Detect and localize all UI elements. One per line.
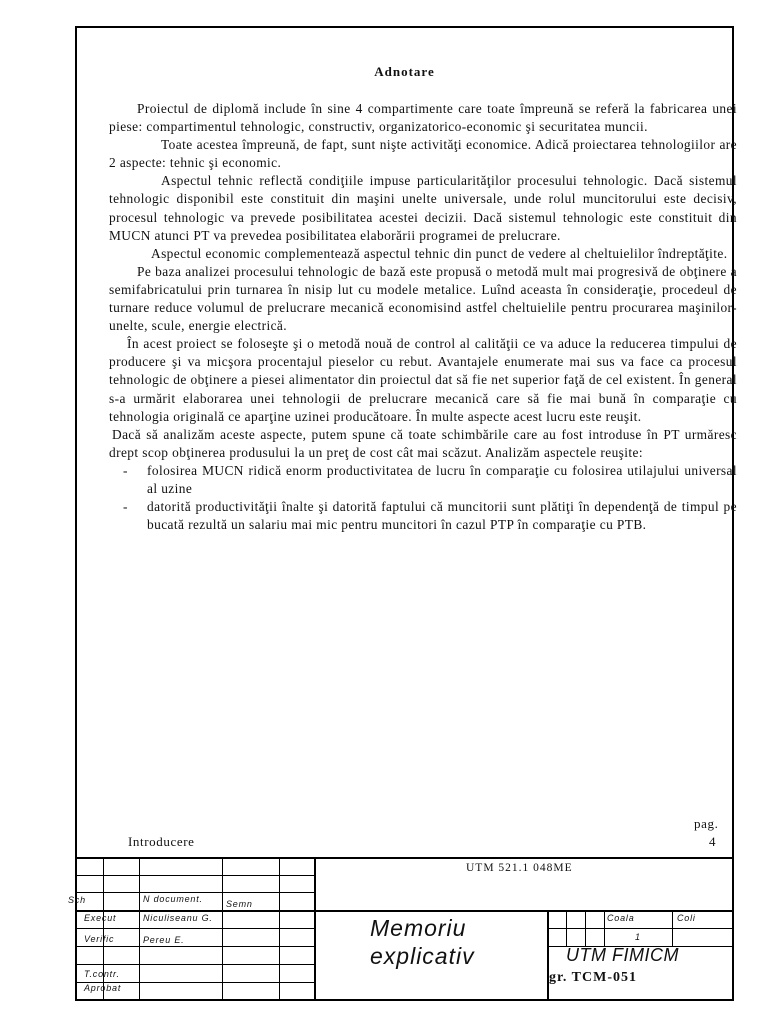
coli-label: Coli <box>677 913 696 923</box>
coala-label: Coala <box>607 913 635 923</box>
paragraph-6: În acest proiect se foloseşte şi o metodă nouă de control al calităţii ce va aduce la reducerea timpului de producere şi va micşora procentajul pieselor cu rebut. Avantajele enumerate mai sus va face ca procesul tehnologic de obţinere a piesei alimentator din proiectul dat să fie net superior faţă de cel existent. În general s-a urmărit elaborarea unei tehnologii de prelucrare mecanică care să fie mai bună în comparaţie cu tehnologia originală ce aparţine uzinei producătoare. În multe aspecte acest lucru este reuşit. <box>109 336 737 424</box>
list-item <box>109 498 737 534</box>
grid-line <box>75 910 734 912</box>
list-item <box>109 462 737 498</box>
column-sch-label: Sch <box>68 895 86 905</box>
column-signature-label: Semn <box>226 899 253 909</box>
row-tcontr-label: T.contr. <box>84 969 120 979</box>
page-label: pag. <box>694 816 719 831</box>
institution-label: UTM FIMICM <box>566 945 679 965</box>
paragraph-7: Dacă să analizăm aceste aspecte, putem spune că toate schimbările care au fost introduse în PT urmăresc drept scop obţinerea produsului la un preţ de cost cât mai scăzut. Analizăm aspectele reuşite: <box>109 426 737 460</box>
row-execut-name: Niculiseanu G. <box>143 913 213 923</box>
aspects-list <box>109 462 737 534</box>
paragraph-1: Proiectul de diplomă include în sine 4 compartimente care toate împreună se referă la fabricarea unei piese: compartimentul tehnologic, constructiv, organizatorico-economic şi securitatea muncii. <box>109 101 737 135</box>
doc-title-line-1: Memoriu <box>370 915 467 941</box>
row-verific-name: Pereu E. <box>143 935 185 945</box>
paragraph-5: Pe baza analizei procesului tehnologic de bază este propusă o metodă mult mai progresivă de obţinere a semifabricatului prin turnarea în nisip lut cu modele metalice. Luînd aceasta în consideraţie, procedeul de turnare reduce volumul de prelucrare mecanică economisind astfel cheltuielile pentru procurarea maşinilor-unelte, scule, energie electrică. <box>109 263 737 334</box>
grid-line <box>672 910 673 946</box>
paragraph-3: Aspectul tehnic reflectă condiţiile impuse particularităţilor procesului tehnologic. Dacă sistemul tehnologic disponibil este constituit din maşini unelte universale, unde rolul muncitorului este decisiv, procesul tehnologic va prevede posibilitatea acestei decizii. Dacă sistemul tehnologic este constituit din MUCN atunci PT va prevedea posibilitatea elaborării programei de prelucrare. <box>109 173 737 243</box>
grid-line <box>222 857 223 1001</box>
doc-title-line-2: explicativ <box>370 943 475 969</box>
doc-title <box>370 914 475 970</box>
grid-line <box>548 928 734 929</box>
grid-line <box>604 910 605 946</box>
column-document-label: N document. <box>143 894 203 904</box>
row-aprobat-label: Aprobat <box>84 983 122 993</box>
grid-line <box>279 857 280 1001</box>
title-block-top-border <box>75 857 734 859</box>
row-execut-label: Execut <box>84 913 117 923</box>
list-dash: - <box>123 462 128 478</box>
list-dash: - <box>123 499 128 515</box>
grid-line <box>103 857 104 1001</box>
paragraph-2: Toate acestea împreună, de fapt, sunt nişte activităţi economice. Adică proiectarea tehnologiilor are 2 aspecte: tehnic şi economic. <box>109 137 737 171</box>
document-title: Adnotare <box>374 64 435 79</box>
coala-value: 1 <box>635 932 641 942</box>
group-label: gr. TCM-051 <box>549 970 637 985</box>
row-verific-label: Verific <box>84 934 115 944</box>
grid-line <box>139 857 140 1001</box>
paragraph-4: Aspectul economic complementează aspectul tehnic din punct de vedere al cheltuielilor îndreptăţite. <box>151 245 728 261</box>
section-label: Introducere <box>128 834 195 849</box>
grid-line <box>566 910 567 946</box>
grid-line <box>547 910 549 1001</box>
document-code: UTM 521.1 048ME <box>466 862 573 874</box>
list-item-text: datorită productivităţii înalte şi datorită faptului că muncitorii sunt plătiţi în dependenţă de timpul pe bucată rezultă un salariu mai mic pentru muncitori în cazul PTP în comparaţie cu PTB. <box>147 499 737 533</box>
page-number: 4 <box>709 834 716 849</box>
grid-line <box>585 910 586 946</box>
grid-line <box>314 857 316 1001</box>
list-item-text: folosirea MUCN ridică enorm productivitatea de lucru în comparaţie cu folosirea utilajului universal al uzine <box>147 462 737 496</box>
document-body <box>109 100 737 534</box>
